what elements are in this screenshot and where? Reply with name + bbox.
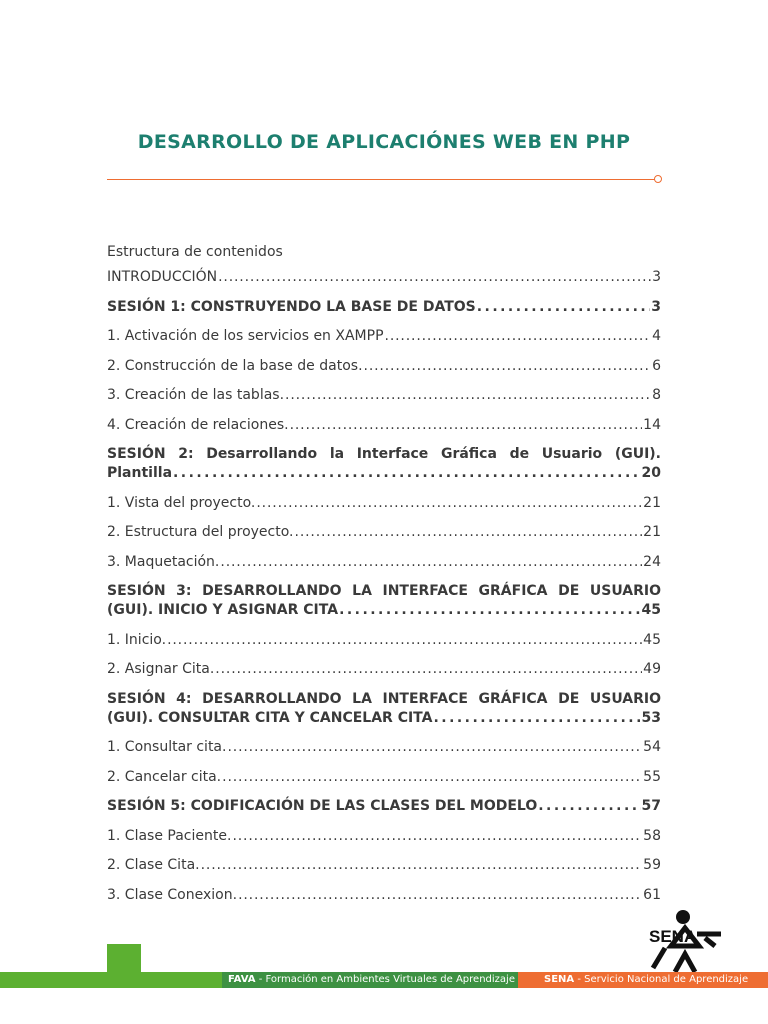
toc-page-number: 20 <box>641 465 661 481</box>
toc-entry-label: 3. Creación de las tablas. <box>107 387 285 403</box>
toc-page-number: 14 <box>643 416 661 433</box>
toc-page-number: 55 <box>643 768 661 785</box>
toc-session-label-cont: (GUI). INICIO Y ASIGNAR CITA <box>107 602 339 618</box>
toc-entry-label: 2. Estructura del proyecto. <box>107 524 294 540</box>
toc-session-label: SESIÓN 2: Desarrollando la Interface Gráfica de Usuario (GUI). <box>107 446 661 462</box>
toc-leader <box>201 856 643 875</box>
toc-leader <box>173 464 641 483</box>
toc-session-label: SESIÓN 1: CONSTRUYENDO LA BASE DE DATOS <box>107 298 476 315</box>
toc-entry-label: 1. Inicio. <box>107 631 167 648</box>
toc-leader <box>477 298 650 317</box>
toc-entry[interactable] <box>107 827 661 846</box>
toc-session-1[interactable] <box>107 298 661 317</box>
toc-session-label: SESIÓN 4: DESARROLLANDO LA INTERFACE GRÁFICA DE USUARIO <box>107 690 661 707</box>
toc-page-number: 61 <box>643 886 661 903</box>
toc-leader <box>215 660 642 679</box>
toc-entry-label: 1. Consultar cita. <box>107 739 227 755</box>
toc-page-number: 45 <box>643 631 661 648</box>
toc-heading: Estructura de contenidos <box>107 244 283 260</box>
footer-fava <box>222 972 518 988</box>
toc-page-number: 59 <box>643 857 661 873</box>
toc-session-label: SESIÓN 5: CODIFICACIÓN DE LAS CLASES DEL MODELO <box>107 798 538 814</box>
toc-entry-label: 2. Asignar Cita. <box>107 661 215 677</box>
toc-leader <box>538 797 640 816</box>
toc-entry-label: 2. Clase Cita. <box>107 857 200 873</box>
toc-entry-label: 2. Cancelar cita. <box>107 768 222 785</box>
table-of-contents <box>107 243 661 905</box>
toc-page-number: 3 <box>651 298 661 315</box>
toc-page-number: 6 <box>652 357 661 374</box>
toc-session-3[interactable] <box>107 582 661 620</box>
toc-entry-label: 1. Clase Paciente. <box>107 827 232 844</box>
toc-leader <box>290 416 643 435</box>
toc-session-2[interactable] <box>107 445 661 483</box>
toc-entry[interactable] <box>107 553 661 572</box>
toc-page-number: 21 <box>643 494 661 511</box>
document-title: DESARROLLO DE APLICACIÓNES WEB EN PHP <box>137 131 631 153</box>
sena-description: - Servicio Nacional de Aprendizaje <box>574 974 749 985</box>
toc-leader <box>222 768 642 787</box>
toc-leader <box>256 494 642 513</box>
footer-sena <box>518 972 768 988</box>
toc-leader <box>433 709 640 728</box>
toc-leader <box>339 601 640 620</box>
toc-leader <box>220 553 642 572</box>
toc-entry[interactable] <box>107 768 661 787</box>
toc-page-number: 45 <box>641 602 661 618</box>
sena-logo-text: SENA <box>649 927 697 946</box>
toc-leader <box>238 886 642 905</box>
toc-page-number: 58 <box>643 827 661 844</box>
toc-page-number: 4 <box>652 328 661 344</box>
toc-entry-label: 3. Clase Conexion. <box>107 886 238 903</box>
toc-session-label-cont: Plantilla <box>107 465 173 481</box>
toc-entry[interactable] <box>107 660 661 679</box>
footer-accent-square <box>107 944 141 972</box>
sena-logo <box>645 908 725 972</box>
toc-leader <box>232 827 642 846</box>
toc-entry-label: 4. Creación de relaciones. <box>107 416 289 433</box>
toc-entry[interactable] <box>107 856 661 875</box>
toc-entry-label: 1. Activación de los servicios en XAMPP <box>107 328 384 344</box>
toc-page-number: 54 <box>643 739 661 755</box>
toc-entry-label: 1. Vista del proyecto. <box>107 494 256 511</box>
toc-entry-label: 2. Construcción de la base de datos. <box>107 357 363 374</box>
toc-session-5[interactable] <box>107 797 661 816</box>
toc-session-4[interactable] <box>107 690 661 728</box>
toc-leader <box>167 631 642 650</box>
divider-end-dot <box>654 175 662 183</box>
toc-leader <box>385 327 652 346</box>
toc-session-label: SESIÓN 3: DESARROLLANDO LA INTERFACE GRÁFICA DE USUARIO <box>107 583 661 599</box>
toc-page-number: 21 <box>643 524 661 540</box>
toc-leader <box>227 738 642 757</box>
toc-entry[interactable] <box>107 386 661 405</box>
toc-entry[interactable] <box>107 327 661 346</box>
toc-entry[interactable] <box>107 494 661 513</box>
title-divider <box>107 179 655 180</box>
toc-entry[interactable] <box>107 738 661 757</box>
toc-page-number: 49 <box>643 661 661 677</box>
toc-leader <box>285 386 651 405</box>
fava-description: - Formación en Ambientes Virtuales de Aprendizaje <box>255 974 515 985</box>
toc-entry-label: INTRODUCCIÓN <box>107 269 218 285</box>
toc-entry[interactable] <box>107 357 661 376</box>
toc-page-number: 53 <box>641 709 661 726</box>
toc-page-number: 24 <box>643 553 661 570</box>
toc-leader <box>364 357 652 376</box>
toc-entry[interactable] <box>107 416 661 435</box>
sena-acronym: SENA <box>544 974 575 985</box>
toc-page-number: 3 <box>652 269 661 285</box>
toc-session-label-cont: (GUI). CONSULTAR CITA Y CANCELAR CITA <box>107 709 433 726</box>
fava-acronym: FAVA <box>228 974 256 985</box>
toc-entry-label: 3. Maquetación. <box>107 553 220 570</box>
toc-entry[interactable] <box>107 523 661 542</box>
toc-page-number: 8 <box>652 387 661 403</box>
toc-leader <box>295 523 643 542</box>
toc-entry[interactable] <box>107 631 661 650</box>
toc-entry[interactable] <box>107 886 661 905</box>
toc-page-number: 57 <box>641 798 661 814</box>
toc-leader <box>218 268 651 287</box>
toc-entry-intro[interactable] <box>107 268 661 287</box>
